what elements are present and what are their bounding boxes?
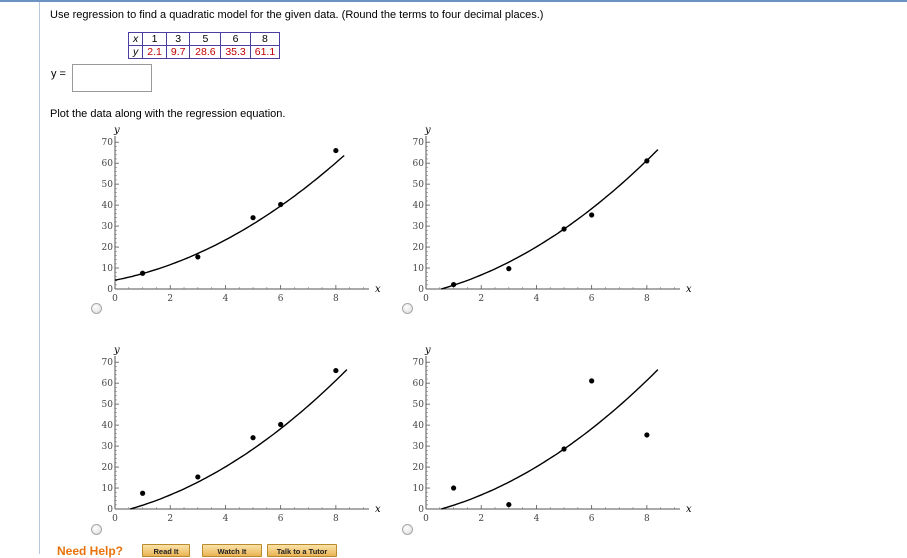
data-point: [278, 422, 283, 427]
data-point: [561, 446, 566, 451]
chart-b: [394, 124, 704, 314]
x-tick-label: 8: [333, 294, 339, 304]
data-point: [333, 368, 338, 373]
x-tick-label: 2: [478, 514, 485, 524]
x-tick-label: 4: [222, 514, 229, 524]
x-tick-label: 0: [112, 294, 118, 304]
y-tick-label: 70: [412, 138, 424, 149]
regression-curve: [115, 156, 344, 281]
x-value: 6: [221, 33, 250, 46]
data-point: [250, 435, 255, 440]
y-axis-label: y: [114, 125, 120, 136]
talk-to-tutor-button[interactable]: Talk to a Tutor: [267, 544, 337, 557]
y-tick-label: 30: [101, 442, 113, 453]
x-tick-label: 6: [588, 514, 595, 524]
y-tick-label: 40: [101, 201, 113, 212]
plot-prompt: Plot the data along with the regression equation.: [50, 108, 286, 120]
x-tick-label: 6: [277, 514, 284, 524]
answer-input[interactable]: [72, 64, 152, 92]
y-axis-label: y: [425, 345, 431, 356]
y-tick-label: 0: [418, 285, 424, 295]
x-tick-label: 4: [533, 514, 540, 524]
y-tick-label: 10: [101, 264, 113, 275]
y-tick-label: 10: [412, 484, 424, 495]
y-axis-label: y: [425, 125, 431, 136]
x-axis-label: x: [686, 504, 692, 515]
y-tick-label: 40: [412, 421, 424, 432]
y-value: 35.3: [221, 46, 250, 59]
answer-label: y =: [51, 68, 66, 80]
x-axis-label: x: [375, 284, 381, 295]
watch-it-button[interactable]: Watch It: [202, 544, 262, 557]
data-point: [506, 266, 511, 271]
x-tick-label: 0: [423, 514, 429, 524]
y-axis-label: y: [114, 345, 120, 356]
y-tick-label: 70: [412, 358, 424, 369]
x-tick-label: 4: [222, 294, 229, 304]
y-tick-label: 50: [101, 180, 113, 191]
data-point: [589, 212, 594, 217]
need-help-label: Need Help?: [57, 544, 124, 558]
table-row-y: [129, 46, 280, 59]
x-tick-label: 2: [167, 514, 174, 524]
y-tick-label: 50: [412, 400, 424, 411]
x-tick-label: 0: [112, 514, 118, 524]
regression-curve: [441, 370, 658, 509]
x-tick-label: 0: [423, 294, 429, 304]
y-value: 2.1: [143, 46, 167, 59]
y-tick-label: 50: [101, 400, 113, 411]
x-tick-label: 8: [644, 514, 650, 524]
data-table: [128, 32, 280, 59]
x-value: 8: [250, 33, 279, 46]
y-tick-label: 10: [101, 484, 113, 495]
y-tick-label: 50: [412, 180, 424, 191]
y-tick-label: 40: [101, 421, 113, 432]
y-value: 9.7: [166, 46, 190, 59]
chart-a: [83, 124, 393, 314]
read-it-button[interactable]: Read It: [142, 544, 190, 557]
question-prompt: Use regression to find a quadratic model for the given data. (Round the terms to four decimal places.): [50, 9, 544, 21]
y-tick-label: 30: [101, 222, 113, 233]
data-point: [333, 148, 338, 153]
y-tick-label: 60: [412, 159, 424, 170]
data-point: [451, 282, 456, 287]
y-tick-label: 40: [412, 201, 424, 212]
x-axis-label: x: [375, 504, 381, 515]
left-border: [39, 2, 40, 554]
y-tick-label: 20: [412, 463, 424, 474]
table-row-x: [129, 33, 280, 46]
y-tick-label: 60: [412, 379, 424, 390]
y-tick-label: 20: [412, 243, 424, 254]
data-point: [278, 202, 283, 207]
y-tick-label: 70: [101, 138, 113, 149]
x-tick-label: 6: [277, 294, 284, 304]
y-tick-label: 0: [418, 505, 424, 515]
y-header: y: [129, 46, 143, 59]
data-point: [589, 378, 594, 383]
data-point: [561, 226, 566, 231]
x-tick-label: 2: [478, 294, 485, 304]
data-point: [451, 485, 456, 490]
y-tick-label: 20: [101, 243, 113, 254]
y-tick-label: 20: [101, 463, 113, 474]
data-point: [644, 432, 649, 437]
y-tick-label: 30: [412, 442, 424, 453]
data-point: [506, 502, 511, 507]
data-point: [195, 254, 200, 259]
y-tick-label: 30: [412, 222, 424, 233]
x-tick-label: 4: [533, 294, 540, 304]
data-point: [250, 215, 255, 220]
x-value: 1: [143, 33, 167, 46]
regression-curve: [130, 370, 347, 509]
y-value: 61.1: [250, 46, 279, 59]
top-border: [0, 0, 907, 2]
regression-curve: [441, 150, 658, 289]
data-point: [140, 491, 145, 496]
y-tick-label: 60: [101, 379, 113, 390]
y-tick-label: 60: [101, 159, 113, 170]
y-tick-label: 0: [107, 505, 113, 515]
x-tick-label: 8: [644, 294, 650, 304]
chart-d: [394, 344, 704, 534]
chart-c: [83, 344, 393, 534]
x-value: 5: [190, 33, 221, 46]
data-point: [644, 158, 649, 163]
y-tick-label: 70: [101, 358, 113, 369]
y-tick-label: 10: [412, 264, 424, 275]
data-point: [140, 271, 145, 276]
x-axis-label: x: [686, 284, 692, 295]
x-header: x: [129, 33, 143, 46]
x-value: 3: [166, 33, 190, 46]
data-point: [195, 474, 200, 479]
x-tick-label: 2: [167, 294, 174, 304]
x-tick-label: 6: [588, 294, 595, 304]
y-tick-label: 0: [107, 285, 113, 295]
y-value: 28.6: [190, 46, 221, 59]
x-tick-label: 8: [333, 514, 339, 524]
